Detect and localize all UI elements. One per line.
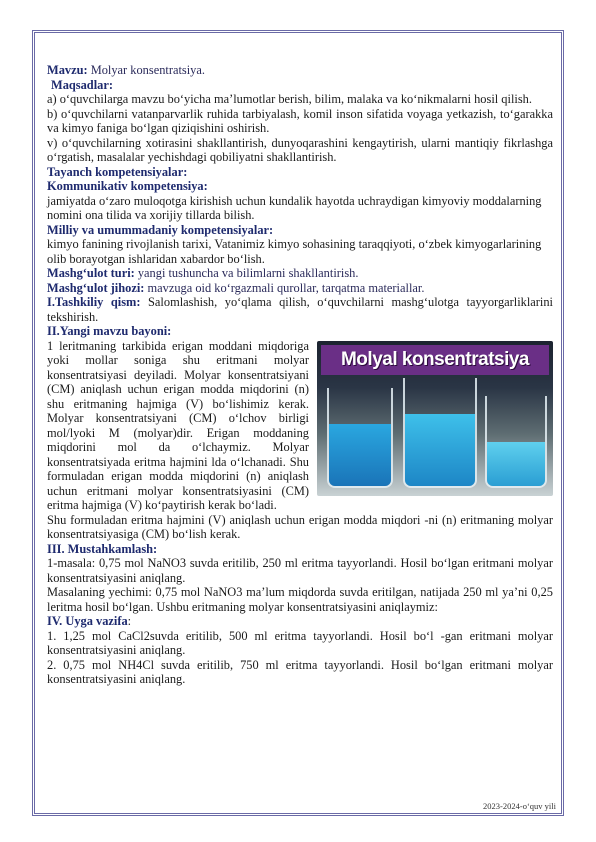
- lesson-type-label: Mashg‘ulot turi:: [47, 266, 135, 280]
- communicative-text: jamiyatda o‘zaro muloqotga kirishish uchun kundalik hayotda uchraydigan kimyoviy moddalarning nomini ona tilida va xorijiy tillarda bilish.: [47, 193, 542, 222]
- national-text: kimyo fanining rivojlanish tarixi, Vatanimiz kimyo sohasining taraqqiyoti, o‘zbek kimyogarlarining olib borayotgan ishlaridan xabardor bo‘lish.: [47, 237, 542, 266]
- reinforce-solution: Masalaning yechimi: 0,75 mol NaNO3 ma’lum miqdorda suvda eritilgan, natijada 250 ml ya’ni 0,25 leritma hosil bo‘lgan. Ushbu eritmaning molyar konsentratsiyasini aniqlaymiz:: [47, 585, 553, 614]
- homework-task-1: 1. 1,25 mol CaCl2suvda eritilib, 500 ml eritma tayyorlandi. Hosil bo‘l -gan eritmani molyar konsentratsiyasini aniqlang.: [47, 628, 553, 657]
- lesson-type-line: [47, 266, 553, 281]
- new-topic-paragraph-1: 1 leritmaning tarkibida erigan moddani miqdoriga yoki mollar soniga shu eritmani molyar konsentratsiyasi deyiladi. Molyar konsentratsiyani (CM) aniqlash uchun erigan modda miqdorini (n) shu eritmaning hajmiga (V) bo‘lishimiz kerak. Molyar konsentratsiyani (CM) o‘lchov birligi mol/lyoki M (molyar)dir. Erigan moddaning miqdorini mol da o‘lchaymiz. Molyar konsentratsiyada eritma hajmini lda o‘lchanadi. Shu formuladan erigan modda miqdorini (n) aniqlash uchun eritmani molyar konsentratsiyasini (CM) eritma hajmiga (V) ko‘paytirish kerak bo‘ladi.: [47, 338, 309, 512]
- reinforce-task-1: 1-masala: 0,75 mol NaNO3 suvda eritilib, 250 ml eritma tayyorlandi. Hosil bo‘lgan eritmani molyar konsentratsiyasini aniqlang.: [47, 556, 553, 585]
- homework-heading-line: [47, 614, 553, 629]
- homework-heading: IV. Uyga vazifa: [47, 614, 128, 628]
- beaker-left: [327, 388, 393, 488]
- equipment-label: Mashg‘ulot jihozi:: [47, 280, 145, 295]
- homework-task-2: 2. 0,75 mol NH4Cl suvda eritilib, 750 ml eritma tayyorlandi. Hosil bo‘lgan eritmani molyar konsentratsiyasini aniqlang.: [47, 657, 553, 686]
- goal-b: b) o‘quvchilarni vatanparvarlik ruhida tarbiyalash, komil inson sifatida voyaga yetkazish, to‘garakka va kimyo faniga bo‘lgan qiziqishini oshirish.: [47, 106, 553, 135]
- new-topic-paragraph-2: Shu formuladan eritma hajmini (V) aniqlash uchun erigan modda miqdori -ni (n) eritmaning molyar konsentratsiyasiga (CM) bo‘lish kerak.: [47, 512, 553, 541]
- lesson-plan: [47, 63, 553, 687]
- reinforce-heading: III. Mustahkamlash:: [47, 541, 158, 556]
- new-topic-heading: II.Yangi mavzu bayoni:: [47, 324, 172, 338]
- org-label: I.Tashkiliy qism:: [47, 295, 141, 309]
- goal-a: a) o‘quvchilarga mavzu bo‘yicha ma’lumotlar berish, bilim, malaka va ko‘nikmalarni hosil qilish.: [47, 92, 532, 106]
- equipment-line: [47, 281, 553, 296]
- homework-colon: :: [127, 614, 132, 628]
- goal-v: v) o‘quvchilarning xotirasini shakllantirish, dunyoqarashini kengaytirish, ularni mantiqiy fikrlashga o‘rgatish, masalalar yechishdagi qobiliyatni shakllantirish.: [47, 135, 553, 164]
- topic-value: Molyar konsentratsiya.: [87, 63, 205, 77]
- new-topic-section: [47, 339, 553, 542]
- national-heading: Milliy va umummadaniy kompetensiyalar:: [47, 222, 274, 237]
- goals-heading: Maqsadlar:: [51, 77, 113, 92]
- topic-label: Mavzu:: [47, 63, 88, 77]
- topic-line: [47, 63, 553, 78]
- beakers-photo: [317, 341, 553, 496]
- equipment-value: mavzuga oid ko‘rgazmali qurollar, tarqatma materiallar.: [144, 280, 425, 295]
- beaker-right: [485, 396, 547, 488]
- competencies-heading: Tayanch kompetensiyalar:: [47, 164, 188, 179]
- footer-year: 2023-2024-o‘quv yili: [483, 801, 556, 811]
- org-value: Salomlashish, yo‘qlama qilish, o‘quvchilarni mashg‘ulotga tayyorgarliklarini tekshirish.: [47, 295, 553, 324]
- org-line: [47, 295, 553, 324]
- beaker-middle: [403, 378, 477, 488]
- communicative-heading: Kommunikativ kompetensiya:: [47, 179, 208, 193]
- photo-title: Molyal konsentratsiya: [321, 345, 549, 375]
- lesson-type-value: yangi tushuncha va bilimlarni shakllantirish.: [134, 266, 359, 280]
